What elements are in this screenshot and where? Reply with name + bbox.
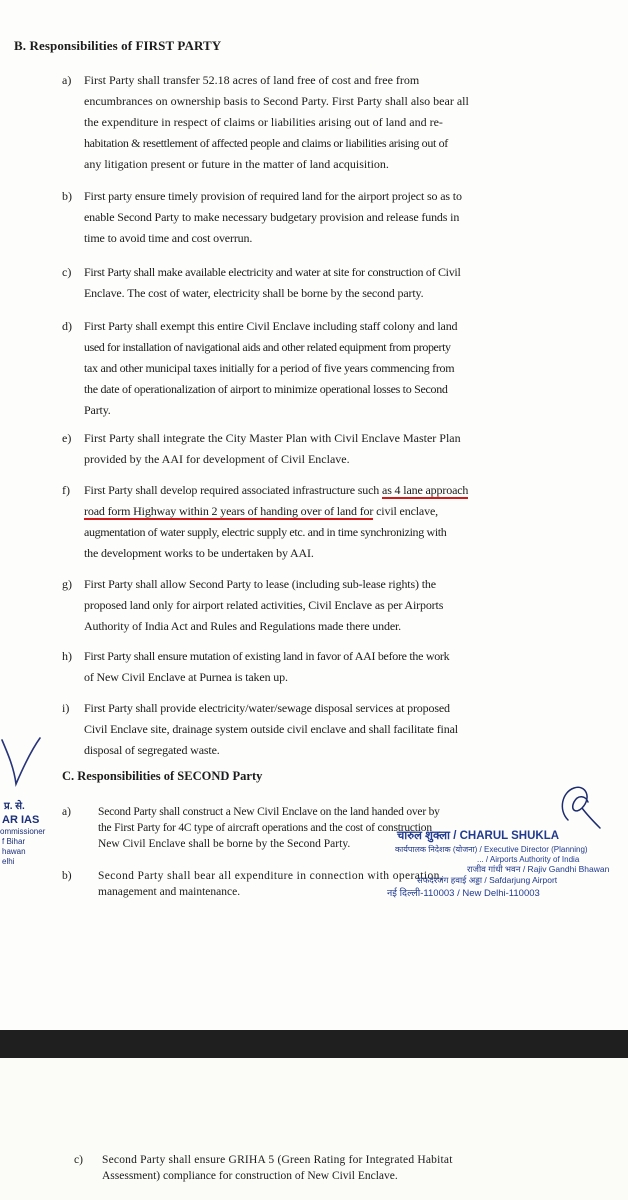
stamp-building: राजीव गांधी भवन / Rajiv Gandhi Bhawan: [467, 864, 610, 874]
text-line: First Party shall transfer 52.18 acres of land free of cost and free from: [84, 73, 420, 87]
stamp-designation: कार्यपालक निदेशक (योजना) / Executive Director (Planning): [395, 845, 588, 854]
text-line: management and maintenance.: [98, 886, 241, 898]
text-segment: civil enclave,: [373, 504, 438, 518]
text-line: the development works to be undertaken by AAI.: [84, 546, 314, 560]
document-page-2: [0, 1058, 628, 1200]
text-line: New Civil Enclave shall be borne by the Second Party.: [98, 838, 351, 850]
margin-tick-signature: [0, 734, 44, 790]
item-text: [84, 262, 560, 304]
text-line: augmentation of water supply, electric supply etc. and in time synchronizing with: [84, 525, 447, 539]
section-b-item-a: [62, 70, 560, 175]
item-text: [84, 70, 560, 175]
section-b-item-f: [62, 480, 560, 564]
handwritten-signature: [548, 780, 604, 832]
page-gap-band: [0, 1030, 628, 1058]
text-line: time to avoid time and cost overrun.: [84, 231, 253, 245]
text-line: First Party shall ensure mutation of existing land in favor of AAI before the work: [84, 649, 450, 663]
highlighted-text: as 4 lane approach: [382, 483, 469, 497]
item-text: [84, 428, 560, 470]
item-text: [102, 1152, 574, 1184]
section-c-item-c: [74, 1152, 574, 1184]
text-line: Civil Enclave site, drainage system outside civil enclave and shall facilitate final: [84, 722, 458, 736]
highlighted-text: road form Highway within 2 years of handing over of land for: [84, 504, 374, 518]
section-b-item-e: [62, 428, 560, 470]
item-label: b): [62, 189, 72, 203]
item-label: c): [74, 1154, 83, 1166]
text-line: used for installation of navigational aids and other related equipment from property: [84, 340, 451, 354]
text-line: encumbrances on ownership basis to Second Party. First Party shall also bear all: [84, 94, 469, 108]
stamp-organisation: ... / Airports Authority of India: [477, 855, 580, 864]
item-text: [84, 316, 560, 421]
item-label: a): [62, 73, 72, 87]
item-text: [84, 698, 560, 761]
text-line: [84, 480, 560, 501]
section-b-item-h: [62, 646, 560, 688]
text-line: the date of operationalization of airport to minimize operational losses to Second: [84, 382, 448, 396]
text-line: the First Party for 4C type of aircraft operations and the cost of construction: [98, 822, 432, 834]
text-line: tax and other municipal taxes initially for a period of five years commencing from: [84, 361, 455, 375]
text-line: Second Party shall ensure GRIHA 5 (Green Rating for Integrated Habitat: [102, 1154, 453, 1166]
text-line: disposal of segregated waste.: [84, 743, 220, 757]
item-text: [84, 646, 560, 688]
text-line: First Party shall allow Second Party to lease (including sub-lease rights) the: [84, 577, 436, 591]
item-label: h): [62, 649, 72, 663]
section-b-item-c: [62, 262, 560, 304]
stamp-address: सफदरजंग हवाई अड्डा / Safdarjung Airport: [417, 875, 558, 885]
stamp-text: f Bihar: [2, 837, 26, 846]
section-b-item-d: [62, 316, 560, 421]
section-b-item-i: [62, 698, 560, 761]
stamp-text: प्र. से.: [4, 801, 25, 812]
stamp-text: hawan: [2, 847, 26, 856]
text-line: [84, 501, 560, 522]
stamp-city: नई दिल्ली-110003 / New Delhi-110003: [387, 888, 540, 899]
item-label: d): [62, 319, 72, 333]
section-c-heading: C. Responsibilities of SECOND Party: [62, 769, 263, 783]
text-line: First Party shall provide electricity/water/sewage disposal services at proposed: [84, 701, 450, 715]
official-stamp-left: [0, 800, 45, 867]
item-label: c): [62, 265, 72, 279]
section-b-item-b: [62, 186, 560, 249]
section-b-heading: B. Responsibilities of FIRST PARTY: [14, 38, 222, 53]
text-line: habitation & resettlement of affected people and claims or liabilities arising out of: [84, 136, 448, 150]
item-text: [84, 186, 560, 249]
stamp-text: ommissioner: [0, 827, 46, 836]
item-label: a): [62, 806, 71, 818]
section-b-item-g: [62, 574, 560, 637]
stamp-text: AR IAS: [2, 814, 40, 826]
text-line: proposed land only for airport related activities, Civil Enclave as per Airports: [84, 598, 444, 612]
text-line: Second Party shall construct a New Civil Enclave on the land handed over by: [98, 806, 440, 818]
text-line: Authority of India Act and Rules and Regulations made there under.: [84, 619, 402, 633]
item-text: [84, 480, 560, 564]
stamp-text: elhi: [2, 857, 15, 866]
text-line: First party ensure timely provision of required land for the airport project so as to: [84, 189, 462, 203]
text-line: First Party shall make available electricity and water at site for construction of Civil: [84, 265, 461, 279]
text-line: provided by the AAI for development of Civil Enclave.: [84, 452, 350, 466]
item-label: i): [62, 701, 70, 715]
item-label: e): [62, 431, 72, 445]
item-label: g): [62, 577, 72, 591]
item-label: f): [62, 483, 70, 497]
text-segment: First Party shall develop required associated infrastructure such: [84, 483, 383, 497]
text-line: Second Party shall bear all expenditure in connection with operation,: [98, 870, 444, 882]
item-label: b): [62, 870, 72, 882]
text-line: Party.: [84, 403, 111, 417]
text-line: any litigation present or future in the matter of land acquisition.: [84, 157, 389, 171]
text-line: First Party shall integrate the City Master Plan with Civil Enclave Master Plan: [84, 431, 461, 445]
text-line: of New Civil Enclave at Purnea is taken up.: [84, 670, 288, 684]
text-line: Assessment) compliance for construction of New Civil Enclave.: [102, 1170, 398, 1182]
text-line: the expenditure in respect of claims or liabilities arising out of land and re-: [84, 115, 443, 129]
text-line: Enclave. The cost of water, electricity shall be borne by the second party.: [84, 286, 424, 300]
item-text: [84, 574, 560, 637]
official-stamp-right: [387, 828, 609, 899]
stamp-name: चारुल शुक्ला / CHARUL SHUKLA: [397, 830, 560, 842]
text-line: enable Second Party to make necessary budgetary provision and release funds in: [84, 210, 460, 224]
text-line: First Party shall exempt this entire Civil Enclave including staff colony and land: [84, 319, 458, 333]
